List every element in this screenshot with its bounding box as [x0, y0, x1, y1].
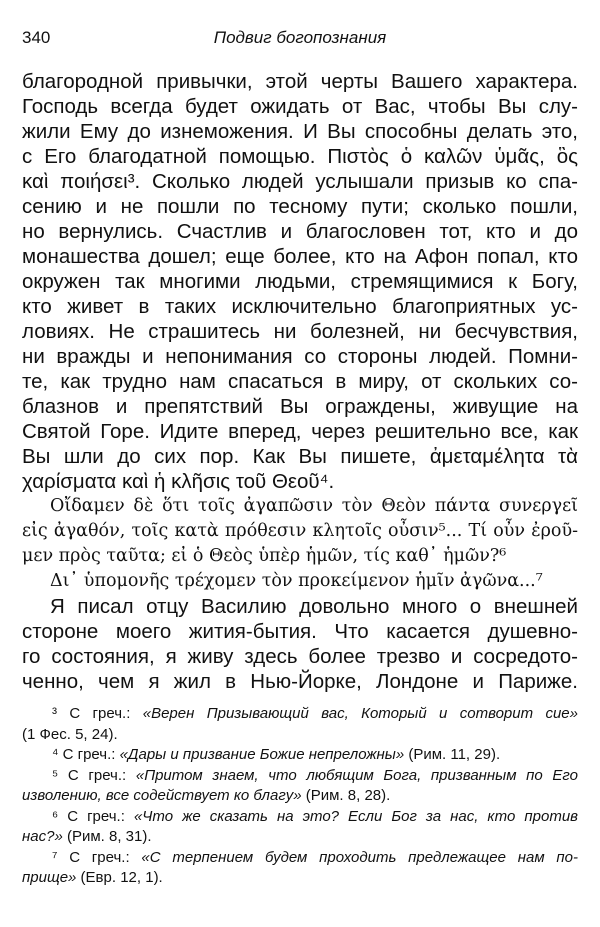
body-text: [22, 69, 578, 694]
running-header: [22, 28, 578, 52]
text-line: жили Ему до изнеможения. И Вы способны делать это,: [22, 120, 578, 143]
footnote-text: (Рим. 8, 31).: [62, 828, 152, 845]
text-line: но вернулись. Счастлив и благословен тот, кто и до: [22, 220, 578, 243]
text-line: καὶ ποιήσει³. Сколько людей услышали призыв ко спа-: [22, 170, 578, 193]
text-line: го состояния, я живу здесь более трезво и сосредото-: [22, 645, 578, 668]
text-line: блазнов и препятствий Вы ограждены, живущие на: [22, 395, 578, 418]
footnote-quote: «С терпением будем проходить предлежащее нам по-: [141, 848, 578, 866]
text-line: окружен так многими людьми, стремящимися к Богу,: [22, 270, 578, 293]
footnote-quote: «Дары и призвание Божие непреложны»: [119, 746, 405, 763]
text-line: ловиях. Не страшитесь ни болезней, ни бесчувствия,: [22, 320, 578, 343]
footnote-line: [22, 725, 578, 746]
text-line: χαρίσματα καὶ ἡ κλῆσις τοῦ Θεοῦ⁴.: [22, 470, 335, 493]
footnote-quote: нас?»: [22, 828, 63, 845]
text-line: μεν πρὸς ταῦτα; εἰ ὁ Θεὸς ὑπὲρ ἡμῶν, τίς καθ᾿ ἡμῶν?⁶: [22, 546, 507, 566]
footnote-line: [22, 766, 578, 787]
footnote-line: [22, 848, 578, 869]
footnote-text: (Евр. 12, 1).: [76, 869, 163, 886]
footnote-text: ³ С греч.:: [52, 705, 143, 722]
footnote-quote: изволению, все содействует ко благу»: [22, 787, 302, 804]
text-line: Οἴδαμεν δὲ ὅτι τοῖς ἀγαπῶσιν τὸν Θεὸν πάντα συνεργεῖ: [50, 496, 578, 516]
footnote-text: (1 Фес. 5, 24).: [22, 725, 118, 743]
text-line: ченно, чем я жил в Нью-Йорке, Лондоне и Париже.: [22, 670, 578, 693]
footnote-text: (Рим. 8, 28).: [301, 787, 391, 804]
footnote-quote: «Что же сказать на это? Если Бог за нас, кто против: [133, 807, 578, 825]
footnote-line: [22, 786, 578, 807]
footnotes: [22, 704, 578, 889]
footnote-line: [22, 868, 578, 889]
text-line: монашества дошел; еще более, кто на Афон попал, кто: [22, 245, 578, 268]
text-line: εἰς ἀγαθόν, τοῖς κατὰ πρόθεσιν κλητοῖς οὖσιν⁵... Τί οὖν ἐροῦ-: [22, 521, 578, 541]
running-title: Подвиг богопознания: [213, 28, 387, 47]
text-line: Господь всегда будет ожидать от Вас, чтобы Вы слу-: [22, 95, 578, 118]
footnote-text: ⁶ С греч.:: [52, 807, 134, 825]
footnote-text: ⁷ С греч.:: [52, 848, 142, 866]
text-line: те, как трудно нам спасаться в миру, от скольких со-: [22, 370, 578, 393]
text-line: Я писал отцу Василию довольно много о внешней: [50, 595, 578, 618]
text-line: с Его благодатной помощью. Πιστὸς ὁ καλῶν ὑμᾶς, ὃς: [22, 145, 578, 168]
footnote-line: [22, 827, 578, 848]
footnote-quote: «Притом знаем, что любящим Бога, призванным по Его: [135, 766, 578, 784]
page-number: 340: [22, 28, 51, 47]
text-line: Святой Горе. Идите вперед, через решительно все, как: [22, 420, 578, 443]
footnote-line: [22, 807, 578, 828]
text-line: стороне моего жития-бытия. Что касается душевно-: [22, 620, 578, 643]
footnote-quote: «Верен Призывающий вас, Который и сотворит сие»: [142, 705, 578, 722]
text-line: благородной привычки, этой черты Вашего характера.: [22, 70, 578, 93]
text-line: сению и не пошли по тесному пути; сколько пошли,: [22, 195, 578, 218]
footnote-text: (Рим. 11, 29).: [404, 746, 501, 763]
text-line: Δι᾿ ὑπομονῆς τρέχομεν τὸν προκείμενον ἡμῖν ἀγῶνα...⁷: [50, 571, 543, 591]
footnote-line: [22, 704, 578, 725]
text-line: кто живет в таких исключительно благоприятных ус-: [22, 295, 578, 318]
footnote-text: ⁵ С греч.:: [52, 766, 136, 784]
footnote-line: [22, 745, 578, 766]
footnote-quote: прище»: [22, 869, 77, 886]
text-line: Вы шли до сих пор. Как Вы пишете, ἀμεταμέλητα τὰ: [22, 445, 578, 468]
footnote-text: ⁴ С греч.:: [52, 746, 120, 763]
text-line: ни вражды и непонимания со стороны людей. Помни-: [22, 345, 578, 368]
